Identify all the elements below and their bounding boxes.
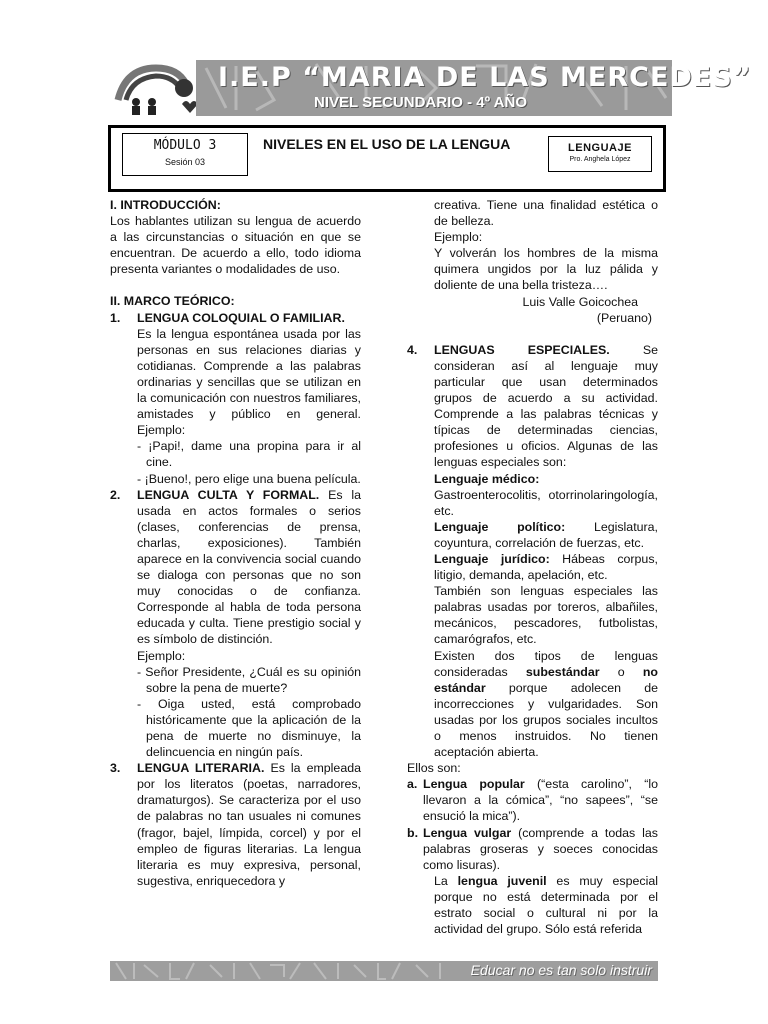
literaria-continued (407, 197, 658, 326)
page-title: NIVELES EN EL USO DE LA LENGUA (263, 136, 511, 152)
module-info-box (122, 133, 248, 176)
section-title: LENGUA CULTA Y FORMAL. (137, 487, 320, 502)
section-title: LENGUA LITERARIA. (137, 761, 265, 776)
section-number: 4. (407, 342, 418, 357)
section-culta (110, 487, 361, 761)
juvenile-term: lengua juvenil (457, 873, 547, 888)
example-label: Ejemplo: (137, 648, 186, 663)
section-text: creativa. Tiene una finalidad estética o de belleza. (434, 198, 658, 229)
political-text: Legislatura, coyuntura, correlación de fuerzas, etc. (434, 519, 658, 550)
substandard-text (434, 648, 658, 761)
footer-banner (110, 961, 658, 981)
quote-country: (Peruano) (596, 310, 652, 325)
intro-heading: I. INTRODUCCIÓN: (110, 198, 221, 212)
section-title: LENGUAS ESPECIALES. (434, 342, 610, 357)
example-label: Ejemplo: (434, 230, 483, 245)
module-number: MÓDULO 3 (153, 138, 217, 153)
footer-slogan: Educar no es tan solo instruir (470, 962, 652, 978)
item-popular (407, 776, 658, 824)
example-line: - Oiga usted, está comprobado históricamente que la aplicación de la pena de muerte no disminuye, la delincuencia en ningún país. (137, 696, 361, 760)
subject-name: LENGUAJE (568, 142, 632, 154)
juvenile-paragraph (407, 873, 658, 937)
text-part: Existen dos tipos de lenguas consideradas (434, 648, 658, 679)
session-number: Sesión 03 (164, 157, 206, 167)
section-text: Es la empleada por los literatos (poetas, narradores, dramaturgos). Se caracteriza por el uso de palabras no tan usuales ni comunes (fragor, bajel, límpida, corcel) y por el empleo de figuras literarias. La lengua literaria es muy expresiva, personal, sugestiva, enriquecedora y (137, 761, 361, 888)
school-logo (112, 60, 198, 118)
section-coloquial (110, 310, 361, 487)
section-number: 3. (110, 761, 121, 776)
subject-box (548, 136, 652, 172)
module-header (108, 125, 666, 192)
teacher-name: Pro. Anghela López (569, 156, 631, 163)
section-especiales (407, 342, 658, 760)
medical-text: Gastroenterocolitis, otorrinolaringología, etc. (434, 487, 658, 518)
item-text: (comprende a todas las palabras groseras y soeces conocidas como lisuras). (423, 825, 658, 872)
legal-label: Lenguaje jurídico: (434, 551, 550, 566)
item-letter: a. (407, 777, 418, 792)
right-column (407, 197, 658, 937)
section-title: LENGUA COLOQUIAL O FAMILIAR. (137, 310, 345, 325)
example-quote: Y volverán los hombres de la misma quimera ungidos por la luz pálida y doliente de una bella tristeza…. (434, 246, 658, 293)
section-text: Es la lengua espontánea usada por las personas en sus relaciones diarias y cotidianas. Comprende a las palabras ordinarias y sencillas que se utilizan en la comunicación con nuestros familiares, amistades y público en general. Ejemplo: (137, 326, 361, 438)
list-intro: Ellos son: (407, 761, 461, 776)
example-line: - ¡Bueno!, pero elige una buena película. (137, 471, 361, 486)
political-label: Lenguaje político: (434, 519, 566, 534)
legal-text: Hábeas corpus, litigio, demanda, apelación, etc. (434, 551, 658, 583)
header-banner (196, 60, 752, 116)
text-part: es muy especial porque no está determinada por el estrato social o cultural ni por la actividad del grupo. Sólo está referida (434, 873, 658, 937)
section-number: 1. (110, 310, 121, 325)
marco-heading: II. MARCO TEÓRICO: (110, 294, 235, 309)
example-line: - Señor Presidente, ¿Cuál es su opinión sobre la pena de muerte? (137, 664, 361, 695)
item-label: Lengua vulgar (423, 825, 512, 840)
substandard-term: subestándar (525, 664, 600, 679)
text-part: o (617, 664, 625, 679)
school-level: NIVEL SECUNDARIO - 4º AÑO (314, 94, 528, 111)
section-text: Se consideran así al lenguaje muy particular que usan determinados grupos de acuerdo a su actividad. Comprende a las palabras técnicas y típicas de determinadas ciencias, profesiones u oficios. Algunas de las lenguas especiales son: (434, 342, 658, 470)
section-literaria (110, 760, 361, 889)
text-part: La (434, 873, 448, 888)
section-text: Es la usada en actos formales o serios (clases, conferencias de prensa, charlas, exposiciones). También aparece en la convivencia social cuando se dialoga con personas que no son muy conocidas o de confianza. Corresponde al habla de toda persona educada y culta. Tiene prestigio social y es símbolo de distinción. (137, 487, 361, 647)
quote-author: Luis Valle Goicochea (522, 294, 638, 309)
item-label: Lengua popular (423, 777, 525, 792)
also-text: También son lenguas especiales las palabras usadas por toreros, albañiles, mecánicos, pescadores, futbolistas, camarógrafos, etc. (434, 584, 658, 647)
item-text: (“esta carolino”, “lo llevaron a la cómica”, “no sapees”, “se ensució la mica”). (423, 777, 658, 824)
text-part: porque adolecen de incorrecciones y vulgaridades. Son usadas por los grupos sociales incultos o menos instruidos. No tienen aceptación abierta. (434, 680, 658, 760)
school-name: I.E.P “MARIA DE LAS MERCEDES” (218, 62, 752, 93)
nonstandard-term: no estándar (434, 664, 658, 695)
section-number: 2. (110, 487, 121, 502)
intro-text: Los hablantes utilizan su lengua de acuerdo a las circunstancias o situación en que se encuentran. De acuerdo a ello, todo idioma presenta variantes o modalidades de uso. (110, 214, 361, 277)
item-letter: b. (407, 825, 419, 840)
item-vulgar (407, 825, 658, 873)
medical-label: Lenguaje médico: (434, 471, 540, 486)
left-column (110, 197, 361, 889)
example-line: - ¡Papi!, dame una propina para ir al cine. (137, 439, 361, 470)
